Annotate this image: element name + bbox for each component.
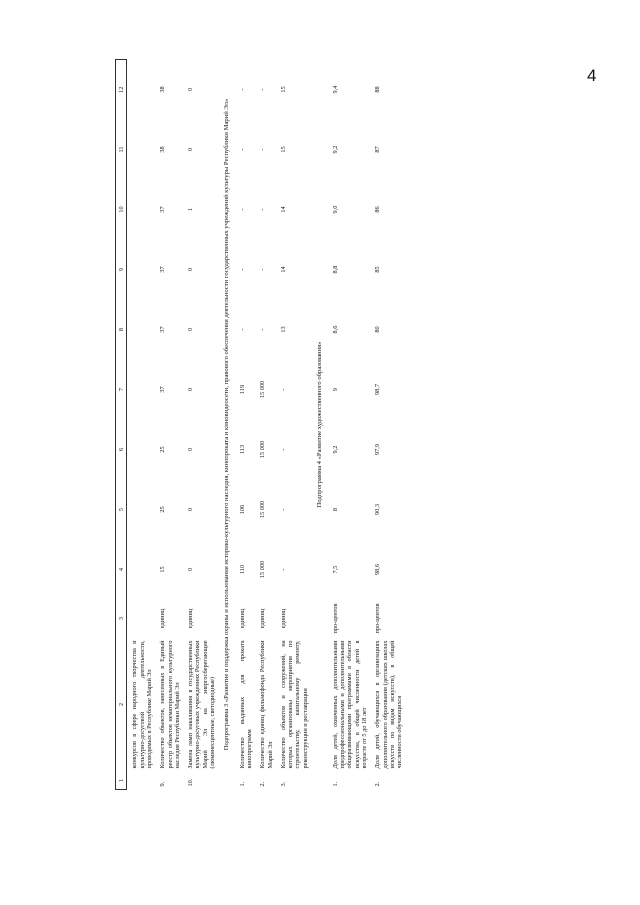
- value-cell: 0: [186, 147, 194, 152]
- column-number: 4: [116, 540, 127, 600]
- value-cell: 9,4: [331, 85, 339, 94]
- value-cell: 97,9: [374, 443, 382, 456]
- value-cell: 80: [374, 326, 382, 333]
- value-cell: 0: [186, 567, 194, 572]
- value-cell: -: [238, 268, 246, 271]
- value-cell: 15: [159, 566, 167, 573]
- row-number: 2.: [374, 781, 382, 787]
- value-cell: 87: [374, 146, 382, 153]
- value-cell: 37: [159, 266, 167, 273]
- value-cell: 1: [186, 207, 194, 212]
- indicator-name: Количество объектов и сооружений, на которых организованы мероприятия по строительству, капитальному ремонту, реконструкции и реставрации: [279, 640, 309, 769]
- table-row: [276, 60, 311, 790]
- value-cell: 7,5: [331, 565, 339, 574]
- column-number: 6: [116, 420, 127, 480]
- value-cell: 37: [159, 206, 167, 213]
- value-cell: [127, 300, 155, 360]
- indicators-table: [115, 59, 405, 790]
- row-number: 1.: [238, 781, 246, 787]
- value-cell: 37: [159, 326, 167, 333]
- value-cell: -: [238, 148, 246, 151]
- value-cell: -: [279, 448, 287, 451]
- unit: единиц: [259, 608, 267, 629]
- value-cell: 15 000: [259, 440, 267, 459]
- column-number: 2: [116, 638, 127, 772]
- value-cell: -: [259, 268, 267, 271]
- column-number: 12: [116, 60, 127, 120]
- value-cell: 8: [331, 507, 339, 512]
- value-cell: 15 000: [259, 560, 267, 579]
- value-cell: 38: [159, 86, 167, 93]
- value-cell: 9,2: [331, 145, 339, 154]
- value-cell: -: [238, 208, 246, 211]
- unit: единиц: [238, 608, 246, 629]
- indicator-name: конкурсов в сфере народного творчества и культурно-досуговой деятельности, проводимых в Республике Марий Эл: [131, 640, 154, 769]
- value-cell: 98,7: [374, 383, 382, 396]
- indicator-name: Количество выданных для проката кинопрограмм: [238, 640, 254, 769]
- value-cell: 85: [374, 266, 382, 273]
- value-cell: 13: [279, 326, 287, 333]
- row-number: 3.: [279, 781, 287, 787]
- value-cell: 88: [374, 86, 382, 93]
- value-cell: 110: [238, 564, 246, 575]
- value-cell: [127, 60, 155, 120]
- value-cell: 0: [186, 387, 194, 392]
- indicator-name: Количество объектов, занесенных в Единый реестр объектов нематериального культурного наследия Республики Марий Эл: [159, 640, 182, 769]
- value-cell: [127, 240, 155, 300]
- value-cell: [127, 180, 155, 240]
- value-cell: 8,6: [331, 325, 339, 334]
- column-number: 1: [116, 772, 127, 790]
- table-row: [255, 60, 275, 790]
- value-cell: -: [259, 148, 267, 151]
- value-cell: -: [279, 508, 287, 511]
- column-number: 8: [116, 300, 127, 360]
- value-cell: 15 000: [259, 500, 267, 519]
- value-cell: -: [238, 328, 246, 331]
- value-cell: 14: [279, 206, 287, 213]
- column-number-row: [116, 60, 127, 790]
- row-number: [127, 772, 155, 790]
- value-cell: 25: [159, 446, 167, 453]
- value-cell: -: [279, 568, 287, 571]
- table-row: [235, 60, 255, 790]
- value-cell: -: [279, 388, 287, 391]
- value-cell: 0: [186, 267, 194, 272]
- value-cell: 98,6: [374, 563, 382, 576]
- unit: про-центов: [374, 603, 382, 634]
- indicator-name: Доля детей, обучающихся в организациях дополнительного образования (детских школах искусств по видам искусств), в общей численности обучающихся: [374, 640, 404, 769]
- value-cell: -: [259, 208, 267, 211]
- value-cell: 0: [186, 507, 194, 512]
- value-cell: 9,2: [331, 445, 339, 454]
- value-cell: 9: [331, 387, 339, 392]
- value-cell: [127, 420, 155, 480]
- row-number: 10.: [186, 778, 194, 787]
- table-row: [127, 60, 155, 790]
- value-cell: 38: [159, 146, 167, 153]
- value-cell: 37: [159, 386, 167, 393]
- value-cell: 25: [159, 506, 167, 513]
- value-cell: -: [259, 328, 267, 331]
- row-number: 9.: [159, 781, 167, 787]
- subprogram-3-title: Подпрограмма 3 «Развитие и поддержка охраны и использования историко-культурного наследия, кинопроката и киновидеосети, правового обеспечения деятельности государственных учреждений культуры Республики Марий Эл»: [223, 98, 231, 751]
- value-cell: 0: [186, 447, 194, 452]
- column-number: 5: [116, 480, 127, 540]
- value-cell: [127, 120, 155, 180]
- value-cell: 14: [279, 266, 287, 273]
- value-cell: 15: [279, 86, 287, 93]
- value-cell: 0: [186, 87, 194, 92]
- value-cell: -: [259, 88, 267, 91]
- subprogram-heading-row: [218, 60, 235, 790]
- value-cell: 15 000: [259, 380, 267, 399]
- unit: единиц: [186, 608, 194, 629]
- unit: про-центов: [331, 603, 339, 634]
- table-row: [370, 60, 405, 790]
- value-cell: [127, 480, 155, 540]
- indicators-table-container: [115, 60, 527, 790]
- value-cell: -: [238, 88, 246, 91]
- table-row: [155, 60, 183, 790]
- unit: единиц: [279, 608, 287, 629]
- indicator-name: Замена ламп накаливания в государственных культурно-досуговых учреждениях Республики Марий Эл на энергосберегающие (люминесцентные, светодиодные): [186, 640, 217, 769]
- table-row: [183, 60, 218, 790]
- value-cell: 8,8: [331, 265, 339, 274]
- value-cell: 119: [238, 384, 246, 395]
- column-number: 10: [116, 180, 127, 240]
- indicator-name: Количество единиц фильмофонда Республики Марий Эл: [259, 640, 274, 769]
- table-row: [328, 60, 371, 790]
- value-cell: 90,3: [374, 503, 382, 516]
- page-number: 4: [587, 66, 597, 85]
- column-number: 7: [116, 360, 127, 420]
- value-cell: 9,0: [331, 205, 339, 214]
- unit: [127, 600, 155, 638]
- value-cell: [127, 360, 155, 420]
- column-number: 3: [116, 600, 127, 638]
- value-cell: 15: [279, 146, 287, 153]
- value-cell: 86: [374, 206, 382, 213]
- indicator-name: Доля детей, охваченных дополнительными предпрофессиональными и дополнительными общеразвивающими программами в области искусства, в общей численности детей в возрасте от 5 до 18 лет: [331, 640, 369, 769]
- column-number: 11: [116, 120, 127, 180]
- column-number: 9: [116, 240, 127, 300]
- value-cell: [127, 540, 155, 600]
- subprogram-4-title: Подпрограмма 4 «Развитие художественного образования»: [315, 341, 323, 508]
- value-cell: 113: [238, 444, 246, 455]
- value-cell: 106: [238, 504, 246, 515]
- row-number: 1.: [331, 781, 339, 787]
- value-cell: 0: [186, 327, 194, 332]
- subprogram-heading-row: [311, 60, 328, 790]
- unit: единиц: [159, 608, 167, 629]
- row-number: 2.: [259, 781, 267, 787]
